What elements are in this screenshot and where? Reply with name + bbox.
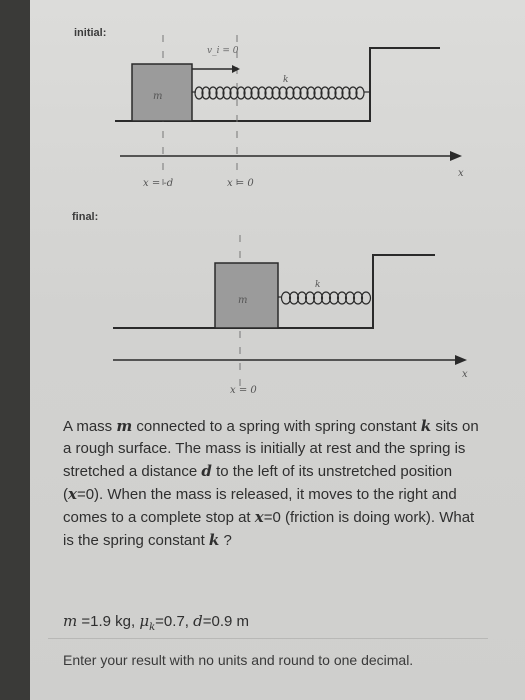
- problem-text: connected to a spring with spring constant: [132, 418, 421, 435]
- x-axis-symbol-initial: x: [458, 168, 464, 179]
- mass-symbol-initial: m: [153, 91, 163, 102]
- position-minus-d: x = -d: [143, 178, 174, 189]
- distance-variable: d: [201, 462, 212, 480]
- mass-variable: m: [116, 417, 133, 435]
- friction-subscript: k: [149, 622, 156, 633]
- final-label: final:: [72, 211, 99, 223]
- spring-constant-variable: k: [208, 531, 220, 549]
- mass-symbol-final: m: [238, 295, 248, 306]
- spring-final: [278, 292, 371, 304]
- spring-constant-variable: k: [420, 417, 432, 435]
- answer-instruction: Enter your result with no units and round to one decimal.: [63, 652, 414, 668]
- friction-value: =0.7,: [155, 613, 194, 630]
- problem-statement: [63, 415, 488, 552]
- spring-initial: [192, 87, 370, 99]
- problem-text: ?: [219, 532, 232, 549]
- divider: [48, 638, 488, 639]
- problem-text: to the left of its unstretched position (: [63, 463, 453, 503]
- mass-value: =1.9 kg,: [77, 613, 140, 630]
- position-zero-initial: x = 0: [227, 178, 254, 189]
- spring-symbol-final: k: [315, 280, 321, 290]
- spring-symbol-initial: k: [283, 75, 289, 85]
- friction-symbol: μ: [139, 612, 150, 630]
- problem-text: =0). When the mass is released, it moves to the right and comes to a complete stop at: [63, 486, 457, 526]
- position-variable: x: [68, 485, 77, 503]
- problem-text: sits on a rough surface. The mass is initially at rest and the spring is stretched a distance: [63, 418, 479, 480]
- given-values: [63, 612, 249, 633]
- problem-text: A mass: [63, 418, 117, 435]
- mass-symbol: m: [63, 612, 78, 630]
- initial-label: initial:: [74, 27, 107, 39]
- velocity-label: v_i = 0: [207, 46, 239, 56]
- position-zero-final: x = 0: [230, 385, 257, 396]
- problem-text: =0 (friction is doing work). What is the spring constant: [63, 509, 475, 549]
- initial-diagram: [0, 20, 525, 220]
- distance-symbol: d: [193, 612, 203, 630]
- final-diagram: [0, 220, 525, 400]
- x-axis-symbol-final: x: [462, 369, 468, 380]
- distance-value: =0.9 m: [202, 613, 250, 630]
- position-variable: x: [254, 508, 264, 526]
